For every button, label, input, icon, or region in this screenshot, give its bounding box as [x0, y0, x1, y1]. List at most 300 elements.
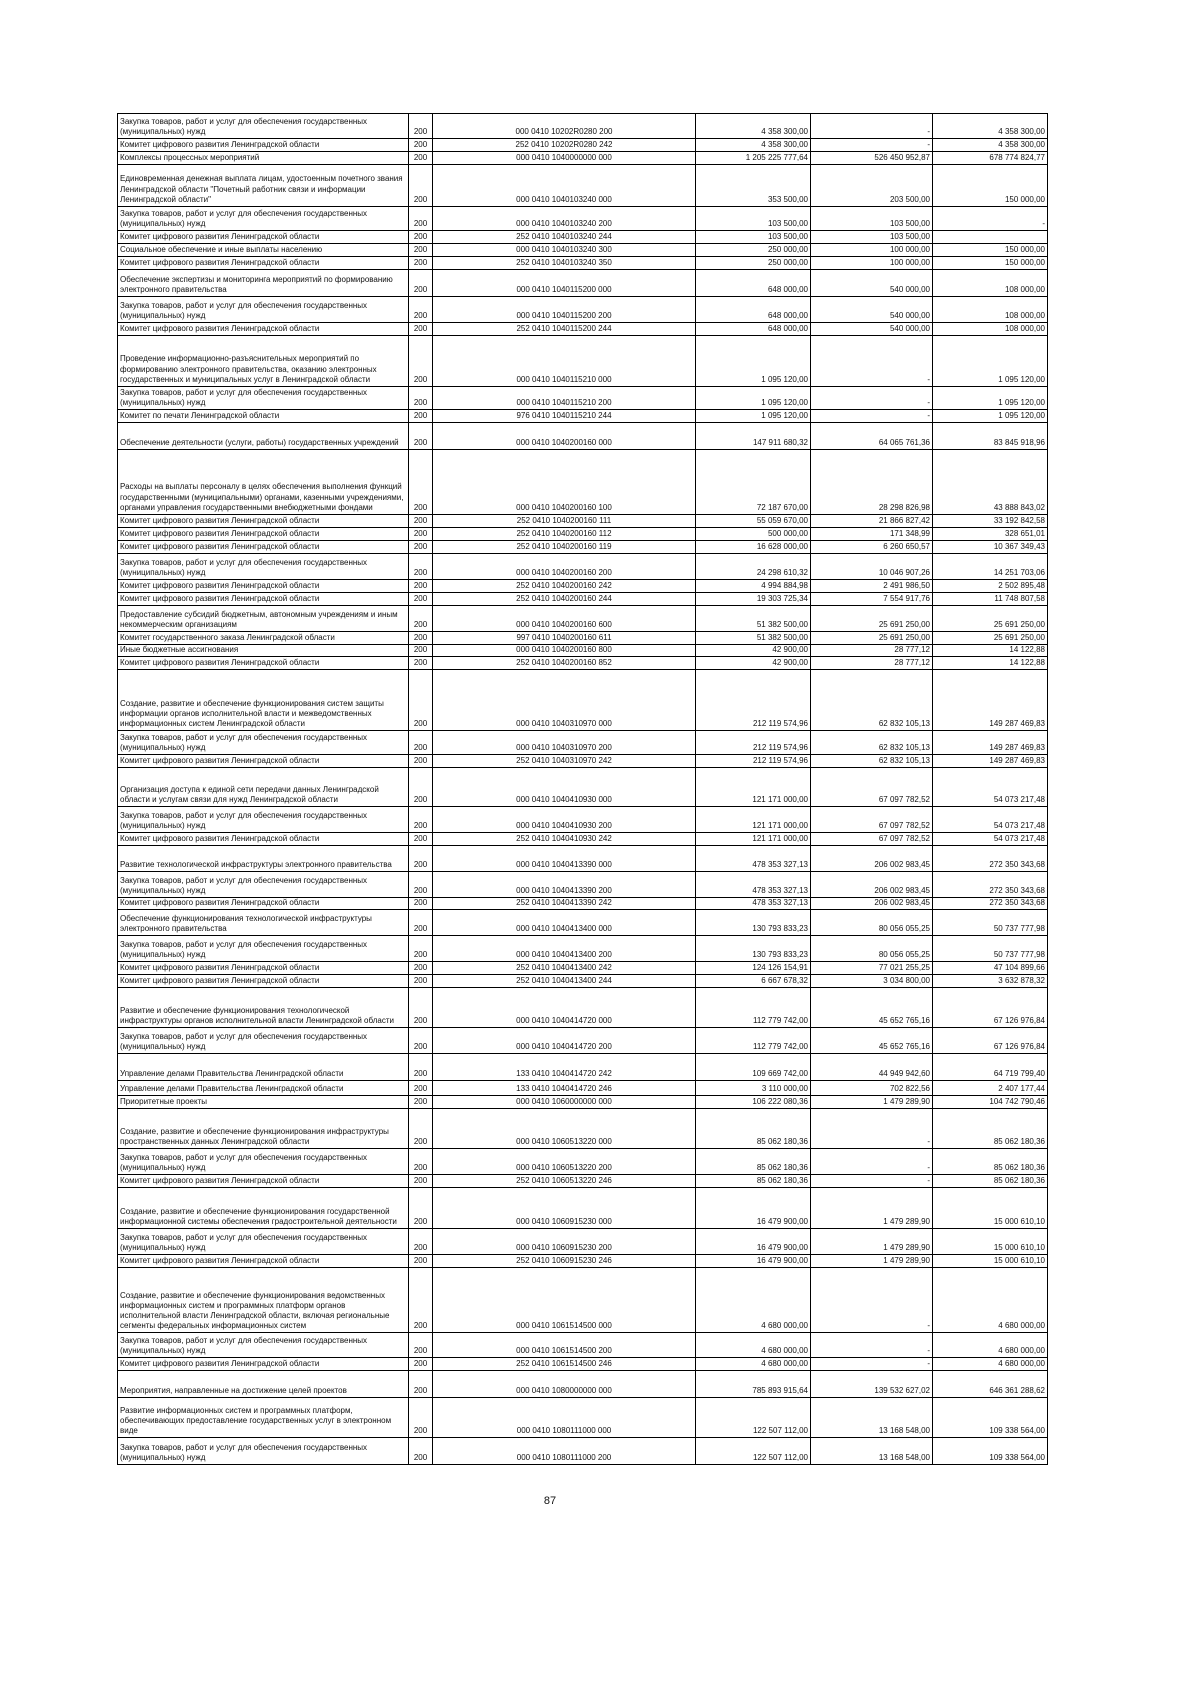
- row-amount-2: -: [811, 1149, 933, 1175]
- row-amount-2: 21 866 827,42: [811, 515, 933, 528]
- table-row: [118, 554, 1048, 580]
- row-code: 200: [409, 114, 433, 139]
- row-kbk: 000 0410 1040000000 000: [433, 152, 696, 165]
- row-kbk: 252 0410 1040103240 244: [433, 231, 696, 244]
- row-amount-1: 6 667 678,32: [696, 975, 811, 988]
- row-amount-3: 108 000,00: [933, 323, 1048, 336]
- table-row: [118, 231, 1048, 244]
- row-amount-3: 4 680 000,00: [933, 1333, 1048, 1358]
- row-name: Комплексы процессных мероприятий: [118, 152, 409, 165]
- row-kbk: 000 0410 1040115210 200: [433, 387, 696, 410]
- row-name: Комитет цифрового развития Ленинградской области: [118, 528, 409, 541]
- row-kbk: 252 0410 1040410930 242: [433, 833, 696, 846]
- row-code: 200: [409, 975, 433, 988]
- row-code: 200: [409, 755, 433, 768]
- row-amount-3: 4 358 300,00: [933, 139, 1048, 152]
- row-name: Обеспечение деятельности (услуги, работы) государственных учреждений: [118, 423, 409, 450]
- row-kbk: 000 0410 1060000000 000: [433, 1096, 696, 1109]
- table-row: [118, 423, 1048, 450]
- row-amount-2: 103 500,00: [811, 231, 933, 244]
- row-amount-1: 55 059 670,00: [696, 515, 811, 528]
- row-amount-3: 4 358 300,00: [933, 114, 1048, 139]
- row-code: 200: [409, 898, 433, 910]
- page-number: 87: [543, 1495, 557, 1507]
- row-amount-3: 2 407 177,44: [933, 1081, 1048, 1096]
- row-amount-1: 353 500,00: [696, 165, 811, 207]
- row-kbk: 000 0410 1040410930 200: [433, 807, 696, 833]
- table-row: [118, 165, 1048, 207]
- row-kbk: 000 0410 1040310970 000: [433, 670, 696, 731]
- row-amount-3: 54 073 217,48: [933, 768, 1048, 807]
- row-name: Комитет цифрового развития Ленинградской области: [118, 139, 409, 152]
- table-row: [118, 657, 1048, 670]
- row-code: 200: [409, 257, 433, 270]
- row-amount-1: 4 358 300,00: [696, 139, 811, 152]
- row-amount-1: 42 900,00: [696, 645, 811, 657]
- row-amount-2: 45 652 765,16: [811, 988, 933, 1028]
- row-kbk: 000 0410 1080000000 000: [433, 1371, 696, 1398]
- row-code: 200: [409, 554, 433, 580]
- row-amount-2: -: [811, 387, 933, 410]
- budget-table-body: [118, 114, 1048, 1465]
- table-row: [118, 580, 1048, 593]
- row-code: 200: [409, 988, 433, 1028]
- row-amount-3: 108 000,00: [933, 297, 1048, 323]
- row-name: Иные бюджетные ассигнования: [118, 645, 409, 657]
- row-kbk: 133 0410 1040414720 246: [433, 1081, 696, 1096]
- table-row: [118, 1398, 1048, 1438]
- table-row: [118, 1268, 1048, 1333]
- table-row: [118, 450, 1048, 515]
- row-amount-2: 2 491 986,50: [811, 580, 933, 593]
- row-code: 200: [409, 139, 433, 152]
- row-amount-2: -: [811, 410, 933, 423]
- row-amount-3: 4 680 000,00: [933, 1358, 1048, 1371]
- row-amount-1: 147 911 680,32: [696, 423, 811, 450]
- row-amount-3: 104 742 790,46: [933, 1096, 1048, 1109]
- table-row: [118, 541, 1048, 554]
- row-amount-1: 24 298 610,32: [696, 554, 811, 580]
- row-kbk: 252 0410 10202R0280 242: [433, 139, 696, 152]
- table-row: [118, 731, 1048, 755]
- row-kbk: 252 0410 1040200160 119: [433, 541, 696, 554]
- row-name: Проведение информационно-разъяснительных мероприятий по формированию электронного правительства, оказанию электронных государственных и муниципальных услуг в Ленинградской области: [118, 336, 409, 387]
- row-amount-3: 14 251 703,06: [933, 554, 1048, 580]
- row-code: 200: [409, 1398, 433, 1438]
- row-name: Закупка товаров, работ и услуг для обеспечения государственных (муниципальных) нужд: [118, 731, 409, 755]
- row-name: Управление делами Правительства Ленинградской области: [118, 1081, 409, 1096]
- row-code: 200: [409, 1188, 433, 1229]
- row-amount-1: 212 119 574,96: [696, 731, 811, 755]
- row-name: Приоритетные проекты: [118, 1096, 409, 1109]
- row-amount-2: 540 000,00: [811, 323, 933, 336]
- row-amount-3: 54 073 217,48: [933, 807, 1048, 833]
- row-amount-3: 15 000 610,10: [933, 1255, 1048, 1268]
- row-kbk: 000 0410 1040200160 800: [433, 645, 696, 657]
- row-kbk: 000 0410 1040115200 200: [433, 297, 696, 323]
- row-amount-3: 67 126 976,84: [933, 988, 1048, 1028]
- row-amount-2: 206 002 983,45: [811, 872, 933, 898]
- row-amount-1: 121 171 000,00: [696, 833, 811, 846]
- row-amount-3: 3 632 878,32: [933, 975, 1048, 988]
- row-name: Создание, развитие и обеспечение функционирования систем защиты информации органов исполнительной власти и межведомственных информационных систем Ленинградской области: [118, 670, 409, 731]
- row-name: Комитет цифрового развития Ленинградской области: [118, 755, 409, 768]
- budget-table-container: [117, 113, 1047, 1465]
- row-kbk: 000 0410 1040200160 600: [433, 606, 696, 632]
- row-amount-1: 85 062 180,36: [696, 1109, 811, 1149]
- row-code: 200: [409, 872, 433, 898]
- row-kbk: 000 0410 1040413400 000: [433, 910, 696, 936]
- row-amount-3: 85 062 180,36: [933, 1175, 1048, 1188]
- row-kbk: 000 0410 1080111000 000: [433, 1398, 696, 1438]
- row-code: 200: [409, 833, 433, 846]
- row-code: 200: [409, 606, 433, 632]
- row-name: Комитет цифрового развития Ленинградской области: [118, 541, 409, 554]
- row-amount-2: 540 000,00: [811, 297, 933, 323]
- table-row: [118, 898, 1048, 910]
- row-amount-1: 51 382 500,00: [696, 632, 811, 645]
- row-amount-3: 1 095 120,00: [933, 410, 1048, 423]
- table-row: [118, 988, 1048, 1028]
- table-row: [118, 410, 1048, 423]
- row-amount-3: 67 126 976,84: [933, 1028, 1048, 1054]
- row-amount-2: 64 065 761,36: [811, 423, 933, 450]
- row-amount-1: 478 353 327,13: [696, 846, 811, 872]
- row-kbk: 000 0410 1060513220 200: [433, 1149, 696, 1175]
- row-amount-1: 4 994 884,98: [696, 580, 811, 593]
- row-name: Закупка товаров, работ и услуг для обеспечения государственных (муниципальных) нужд: [118, 807, 409, 833]
- row-amount-1: 109 669 742,00: [696, 1054, 811, 1081]
- row-amount-3: 149 287 469,83: [933, 670, 1048, 731]
- row-code: 200: [409, 1371, 433, 1398]
- table-row: [118, 606, 1048, 632]
- row-amount-2: -: [811, 114, 933, 139]
- row-name: Мероприятия, направленные на достижение целей проектов: [118, 1371, 409, 1398]
- row-amount-2: -: [811, 1268, 933, 1333]
- row-amount-3: 10 367 349,43: [933, 541, 1048, 554]
- row-amount-3: 14 122,88: [933, 657, 1048, 670]
- row-code: 200: [409, 515, 433, 528]
- table-row: [118, 1255, 1048, 1268]
- row-code: 200: [409, 1081, 433, 1096]
- row-kbk: 000 0410 1061514500 000: [433, 1268, 696, 1333]
- row-amount-2: 25 691 250,00: [811, 632, 933, 645]
- row-amount-2: 171 348,99: [811, 528, 933, 541]
- row-amount-3: 83 845 918,96: [933, 423, 1048, 450]
- row-kbk: 000 0410 10202R0280 200: [433, 114, 696, 139]
- table-row: [118, 962, 1048, 975]
- row-amount-3: 149 287 469,83: [933, 731, 1048, 755]
- row-amount-2: 13 168 548,00: [811, 1398, 933, 1438]
- row-name: Комитет цифрового развития Ленинградской области: [118, 657, 409, 670]
- row-amount-2: 1 479 289,90: [811, 1096, 933, 1109]
- row-name: Закупка товаров, работ и услуг для обеспечения государственных (муниципальных) нужд: [118, 1149, 409, 1175]
- row-name: Комитет цифрового развития Ленинградской области: [118, 833, 409, 846]
- row-amount-3: 150 000,00: [933, 257, 1048, 270]
- row-kbk: 000 0410 1040103240 200: [433, 207, 696, 231]
- row-amount-1: 1 095 120,00: [696, 410, 811, 423]
- row-kbk: 252 0410 1040200160 852: [433, 657, 696, 670]
- row-code: 200: [409, 1438, 433, 1465]
- table-row: [118, 632, 1048, 645]
- row-amount-3: 25 691 250,00: [933, 632, 1048, 645]
- table-row: [118, 1358, 1048, 1371]
- row-name: Создание, развитие и обеспечение функционирования ведомственных информационных систем и программных платформ органов исполнительной власти Ленинградской области, включая региональные сегменты федеральных информационных систем: [118, 1268, 409, 1333]
- row-amount-1: 122 507 112,00: [696, 1398, 811, 1438]
- row-amount-1: 85 062 180,36: [696, 1175, 811, 1188]
- row-code: 200: [409, 846, 433, 872]
- row-name: Комитет цифрового развития Ленинградской области: [118, 231, 409, 244]
- row-kbk: 252 0410 1040413390 242: [433, 898, 696, 910]
- table-row: [118, 1096, 1048, 1109]
- table-row: [118, 323, 1048, 336]
- row-amount-3: 47 104 899,66: [933, 962, 1048, 975]
- row-code: 200: [409, 807, 433, 833]
- row-amount-1: 106 222 080,36: [696, 1096, 811, 1109]
- row-name: Комитет цифрового развития Ленинградской области: [118, 593, 409, 606]
- row-amount-2: 62 832 105,13: [811, 670, 933, 731]
- table-row: [118, 593, 1048, 606]
- row-amount-1: 250 000,00: [696, 244, 811, 257]
- row-name: Закупка товаров, работ и услуг для обеспечения государственных (муниципальных) нужд: [118, 936, 409, 962]
- row-name: Комитет цифрового развития Ленинградской области: [118, 580, 409, 593]
- row-amount-1: 4 680 000,00: [696, 1333, 811, 1358]
- row-name: Организация доступа к единой сети передачи данных Ленинградской области и услугам связи для нужд Ленинградской области: [118, 768, 409, 807]
- row-amount-2: 67 097 782,52: [811, 807, 933, 833]
- row-code: 200: [409, 231, 433, 244]
- row-amount-3: 272 350 343,68: [933, 898, 1048, 910]
- row-amount-2: 139 532 627,02: [811, 1371, 933, 1398]
- row-kbk: 000 0410 1040115210 000: [433, 336, 696, 387]
- row-kbk: 000 0410 1040200160 000: [433, 423, 696, 450]
- row-code: 200: [409, 1255, 433, 1268]
- row-amount-3: 50 737 777,98: [933, 910, 1048, 936]
- row-amount-1: 16 479 900,00: [696, 1255, 811, 1268]
- row-kbk: 252 0410 1060513220 246: [433, 1175, 696, 1188]
- row-amount-3: 85 062 180,36: [933, 1109, 1048, 1149]
- row-code: 200: [409, 593, 433, 606]
- row-amount-1: 1 095 120,00: [696, 387, 811, 410]
- row-code: 200: [409, 207, 433, 231]
- row-amount-1: 130 793 833,23: [696, 910, 811, 936]
- row-code: 200: [409, 541, 433, 554]
- row-amount-1: 648 000,00: [696, 270, 811, 297]
- row-kbk: 252 0410 1040200160 111: [433, 515, 696, 528]
- row-kbk: 000 0410 1040414720 200: [433, 1028, 696, 1054]
- row-name: Комитет цифрового развития Ленинградской области: [118, 1175, 409, 1188]
- row-amount-1: 478 353 327,13: [696, 872, 811, 898]
- row-kbk: 252 0410 1040310970 242: [433, 755, 696, 768]
- row-name: Обеспечение функционирования технологической инфраструктуры электронного правительства: [118, 910, 409, 936]
- row-kbk: 252 0410 1040200160 242: [433, 580, 696, 593]
- row-code: 200: [409, 645, 433, 657]
- row-amount-3: [933, 231, 1048, 244]
- row-code: 200: [409, 1358, 433, 1371]
- row-amount-2: 540 000,00: [811, 270, 933, 297]
- row-code: 200: [409, 1229, 433, 1255]
- row-amount-2: -: [811, 139, 933, 152]
- row-amount-1: 42 900,00: [696, 657, 811, 670]
- row-code: 200: [409, 632, 433, 645]
- row-code: 200: [409, 528, 433, 541]
- row-code: 200: [409, 1109, 433, 1149]
- row-name: Комитет цифрового развития Ленинградской области: [118, 257, 409, 270]
- row-amount-1: 51 382 500,00: [696, 606, 811, 632]
- table-row: [118, 257, 1048, 270]
- row-amount-3: 108 000,00: [933, 270, 1048, 297]
- row-amount-1: 16 479 900,00: [696, 1188, 811, 1229]
- row-amount-2: 206 002 983,45: [811, 898, 933, 910]
- row-name: Комитет цифрового развития Ленинградской области: [118, 898, 409, 910]
- row-amount-2: 100 000,00: [811, 244, 933, 257]
- row-amount-1: 1 205 225 777,64: [696, 152, 811, 165]
- table-row: [118, 336, 1048, 387]
- row-amount-1: 478 353 327,13: [696, 898, 811, 910]
- row-amount-2: 7 554 917,76: [811, 593, 933, 606]
- row-amount-1: 112 779 742,00: [696, 1028, 811, 1054]
- row-amount-2: 28 777,12: [811, 645, 933, 657]
- row-amount-1: 16 479 900,00: [696, 1229, 811, 1255]
- row-name: Обеспечение экспертизы и мониторинга мероприятий по формированию электронного правительства: [118, 270, 409, 297]
- row-kbk: 000 0410 1080111000 200: [433, 1438, 696, 1465]
- row-kbk: 000 0410 1040115200 000: [433, 270, 696, 297]
- row-amount-3: 43 888 843,02: [933, 450, 1048, 515]
- row-amount-3: 328 651,01: [933, 528, 1048, 541]
- row-amount-3: 11 748 807,58: [933, 593, 1048, 606]
- row-code: 200: [409, 962, 433, 975]
- row-name: Комитет по печати Ленинградской области: [118, 410, 409, 423]
- row-code: 200: [409, 1028, 433, 1054]
- row-code: 200: [409, 1054, 433, 1081]
- row-amount-1: 212 119 574,96: [696, 755, 811, 768]
- row-amount-1: 112 779 742,00: [696, 988, 811, 1028]
- row-amount-1: 250 000,00: [696, 257, 811, 270]
- table-row: [118, 1109, 1048, 1149]
- row-amount-2: 28 298 826,98: [811, 450, 933, 515]
- row-name: Комитет цифрового развития Ленинградской области: [118, 515, 409, 528]
- table-row: [118, 1371, 1048, 1398]
- row-name: Закупка товаров, работ и услуг для обеспечения государственных (муниципальных) нужд: [118, 387, 409, 410]
- row-amount-3: 109 338 564,00: [933, 1398, 1048, 1438]
- row-code: 200: [409, 670, 433, 731]
- row-amount-1: 103 500,00: [696, 231, 811, 244]
- row-amount-3: 646 361 288,62: [933, 1371, 1048, 1398]
- row-amount-2: 6 260 650,57: [811, 541, 933, 554]
- row-amount-3: 15 000 610,10: [933, 1229, 1048, 1255]
- row-amount-3: 678 774 824,77: [933, 152, 1048, 165]
- row-name: Закупка товаров, работ и услуг для обеспечения государственных (муниципальных) нужд: [118, 114, 409, 139]
- row-amount-1: 4 680 000,00: [696, 1358, 811, 1371]
- row-amount-1: 500 000,00: [696, 528, 811, 541]
- table-row: [118, 645, 1048, 657]
- row-code: 200: [409, 657, 433, 670]
- table-row: [118, 1028, 1048, 1054]
- row-name: Социальное обеспечение и иные выплаты населению: [118, 244, 409, 257]
- row-code: 200: [409, 323, 433, 336]
- row-amount-1: 130 793 833,23: [696, 936, 811, 962]
- table-row: [118, 872, 1048, 898]
- row-amount-3: 15 000 610,10: [933, 1188, 1048, 1229]
- row-amount-1: 122 507 112,00: [696, 1438, 811, 1465]
- row-kbk: 000 0410 1040413400 200: [433, 936, 696, 962]
- table-row: [118, 807, 1048, 833]
- row-amount-2: -: [811, 1175, 933, 1188]
- row-code: 200: [409, 731, 433, 755]
- row-kbk: 000 0410 1040410930 000: [433, 768, 696, 807]
- row-kbk: 000 0410 1040103240 300: [433, 244, 696, 257]
- row-kbk: 252 0410 1040200160 244: [433, 593, 696, 606]
- row-name: Закупка товаров, работ и услуг для обеспечения государственных (муниципальных) нужд: [118, 554, 409, 580]
- row-code: 200: [409, 1149, 433, 1175]
- row-amount-3: 33 192 842,58: [933, 515, 1048, 528]
- table-row: [118, 1175, 1048, 1188]
- table-row: [118, 755, 1048, 768]
- row-amount-1: 121 171 000,00: [696, 807, 811, 833]
- row-amount-3: 54 073 217,48: [933, 833, 1048, 846]
- row-amount-1: 72 187 670,00: [696, 450, 811, 515]
- row-amount-1: 85 062 180,36: [696, 1149, 811, 1175]
- row-name: Закупка товаров, работ и услуг для обеспечения государственных (муниципальных) нужд: [118, 1438, 409, 1465]
- row-amount-2: 28 777,12: [811, 657, 933, 670]
- row-amount-3: 1 095 120,00: [933, 336, 1048, 387]
- row-code: 200: [409, 423, 433, 450]
- row-amount-2: 1 479 289,90: [811, 1255, 933, 1268]
- row-name: Развитие технологической инфраструктуры электронного правительства: [118, 846, 409, 872]
- row-amount-3: 2 502 895,48: [933, 580, 1048, 593]
- row-amount-2: 77 021 255,25: [811, 962, 933, 975]
- row-amount-3: 4 680 000,00: [933, 1268, 1048, 1333]
- row-kbk: 133 0410 1040414720 242: [433, 1054, 696, 1081]
- row-name: Закупка товаров, работ и услуг для обеспечения государственных (муниципальных) нужд: [118, 1333, 409, 1358]
- row-amount-2: -: [811, 336, 933, 387]
- row-amount-2: 44 949 942,60: [811, 1054, 933, 1081]
- row-name: Развитие информационных систем и программных платформ, обеспечивающих предоставление государственных услуг в электронном виде: [118, 1398, 409, 1438]
- row-kbk: 252 0410 1040413400 242: [433, 962, 696, 975]
- row-name: Управление делами Правительства Ленинградской области: [118, 1054, 409, 1081]
- row-amount-1: 4 680 000,00: [696, 1268, 811, 1333]
- row-amount-2: 45 652 765,16: [811, 1028, 933, 1054]
- row-amount-2: 80 056 055,25: [811, 910, 933, 936]
- row-code: 200: [409, 270, 433, 297]
- row-amount-1: 103 500,00: [696, 207, 811, 231]
- row-kbk: 000 0410 1060915230 200: [433, 1229, 696, 1255]
- row-code: 200: [409, 336, 433, 387]
- row-amount-3: 64 719 799,40: [933, 1054, 1048, 1081]
- row-code: 200: [409, 1268, 433, 1333]
- row-amount-2: 67 097 782,52: [811, 833, 933, 846]
- table-row: [118, 910, 1048, 936]
- row-name: Комитет цифрового развития Ленинградской области: [118, 1358, 409, 1371]
- row-amount-1: 4 358 300,00: [696, 114, 811, 139]
- row-amount-3: 272 350 343,68: [933, 872, 1048, 898]
- row-code: 200: [409, 580, 433, 593]
- row-amount-1: 785 893 915,64: [696, 1371, 811, 1398]
- row-name: Закупка товаров, работ и услуг для обеспечения государственных (муниципальных) нужд: [118, 1028, 409, 1054]
- row-kbk: 252 0410 1040413400 244: [433, 975, 696, 988]
- table-row: [118, 1054, 1048, 1081]
- row-amount-3: 25 691 250,00: [933, 606, 1048, 632]
- table-row: [118, 297, 1048, 323]
- row-amount-2: 3 034 800,00: [811, 975, 933, 988]
- row-kbk: 252 0410 1060915230 246: [433, 1255, 696, 1268]
- row-amount-2: -: [811, 1109, 933, 1149]
- table-row: [118, 1229, 1048, 1255]
- row-kbk: 000 0410 1060513220 000: [433, 1109, 696, 1149]
- row-name: Закупка товаров, работ и услуг для обеспечения государственных (муниципальных) нужд: [118, 207, 409, 231]
- row-amount-2: 103 500,00: [811, 207, 933, 231]
- row-amount-1: 648 000,00: [696, 297, 811, 323]
- row-kbk: 000 0410 1061514500 200: [433, 1333, 696, 1358]
